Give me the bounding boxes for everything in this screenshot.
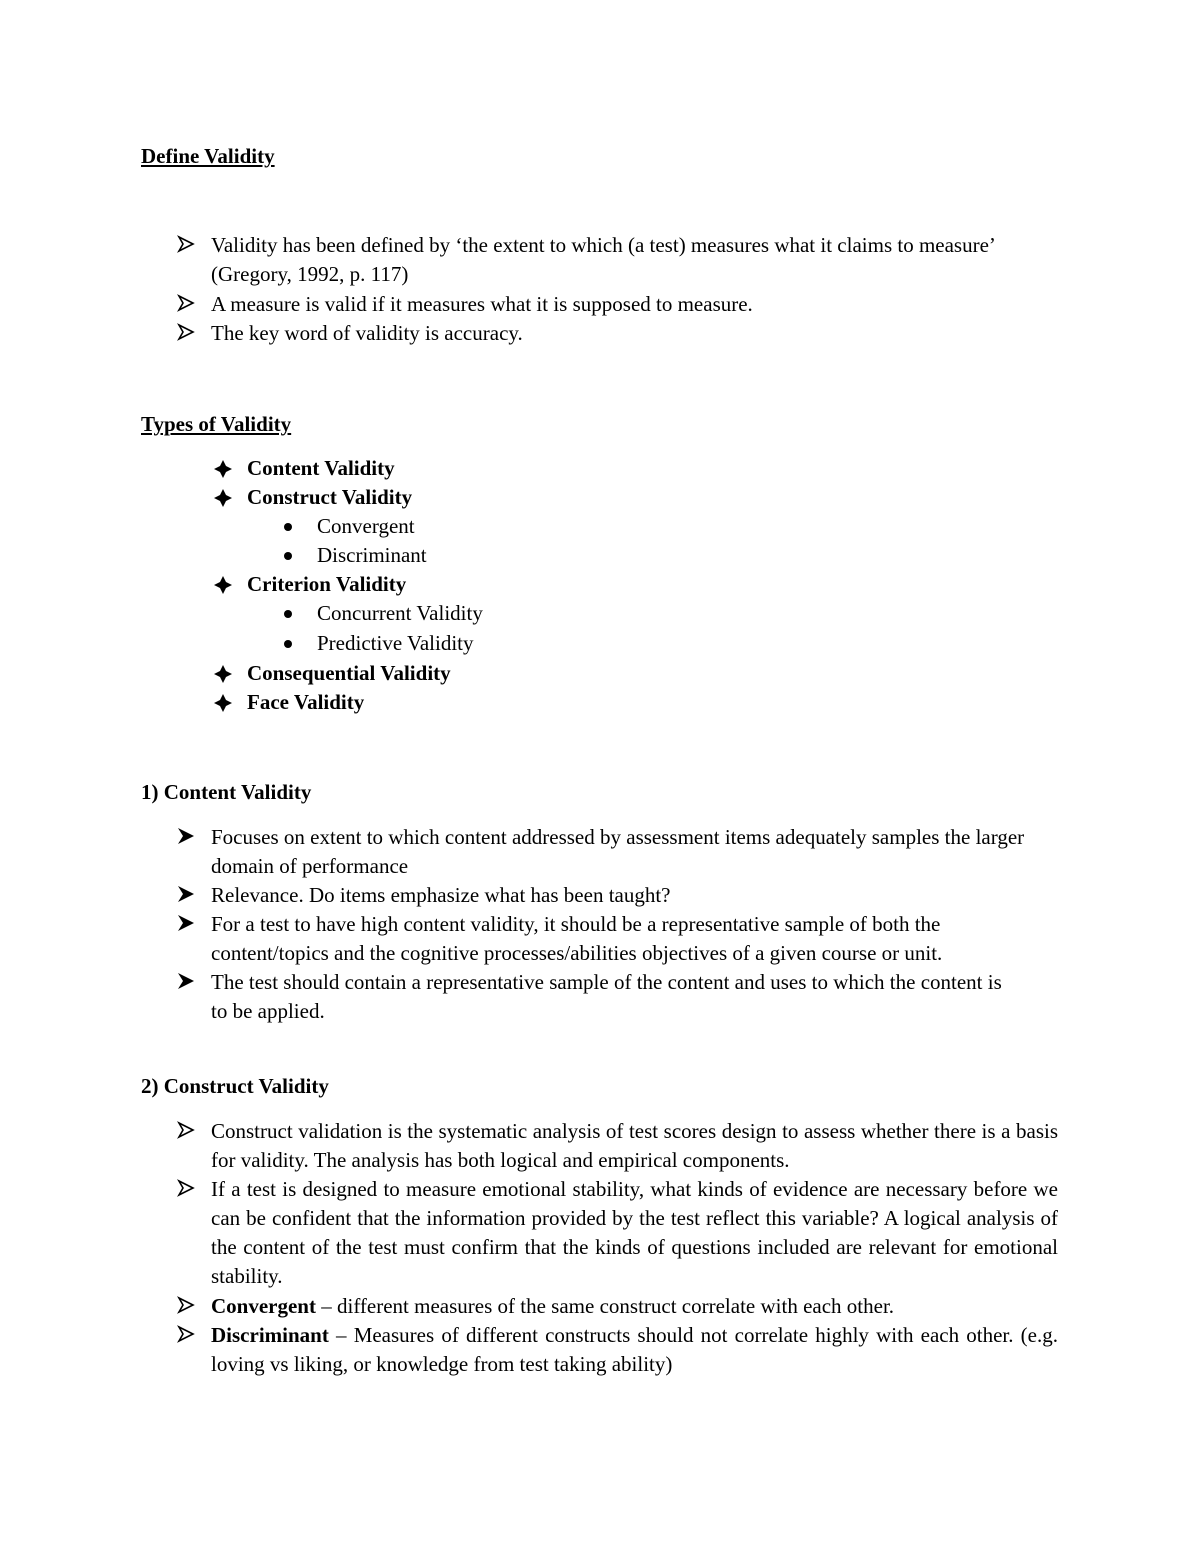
arrow-bullet-icon [177, 972, 207, 990]
diamond-bullet-icon [213, 693, 243, 713]
arrow-bullet-icon [177, 827, 207, 845]
diamond-bullet-icon [213, 664, 243, 684]
types-of-validity-heading: Types of Validity [141, 412, 292, 436]
arrow-bullet-icon [177, 1121, 207, 1139]
dot-bullet-icon [284, 640, 314, 648]
discriminant-term: Discriminant [211, 1323, 329, 1347]
arrow-bullet-icon [177, 1296, 207, 1314]
construct-validity-heading: 2) Construct Validity [141, 1074, 329, 1098]
arrow-bullet-icon [177, 885, 207, 903]
arrow-bullet-icon [177, 1179, 207, 1197]
arrow-bullet-icon [177, 1325, 207, 1343]
arrow-bullet-icon [177, 914, 207, 932]
arrow-bullet-icon [177, 235, 207, 253]
dot-bullet-icon [284, 552, 314, 560]
define-validity-heading: Define Validity [141, 144, 275, 168]
dot-bullet-icon [284, 523, 314, 531]
arrow-bullet-icon [177, 294, 207, 312]
convergent-term: Convergent [211, 1294, 316, 1318]
arrow-bullet-icon [177, 323, 207, 341]
diamond-bullet-icon [213, 459, 243, 479]
dot-bullet-icon [284, 610, 314, 618]
diamond-bullet-icon [213, 488, 243, 508]
diamond-bullet-icon [213, 575, 243, 595]
content-validity-heading: 1) Content Validity [141, 780, 312, 804]
